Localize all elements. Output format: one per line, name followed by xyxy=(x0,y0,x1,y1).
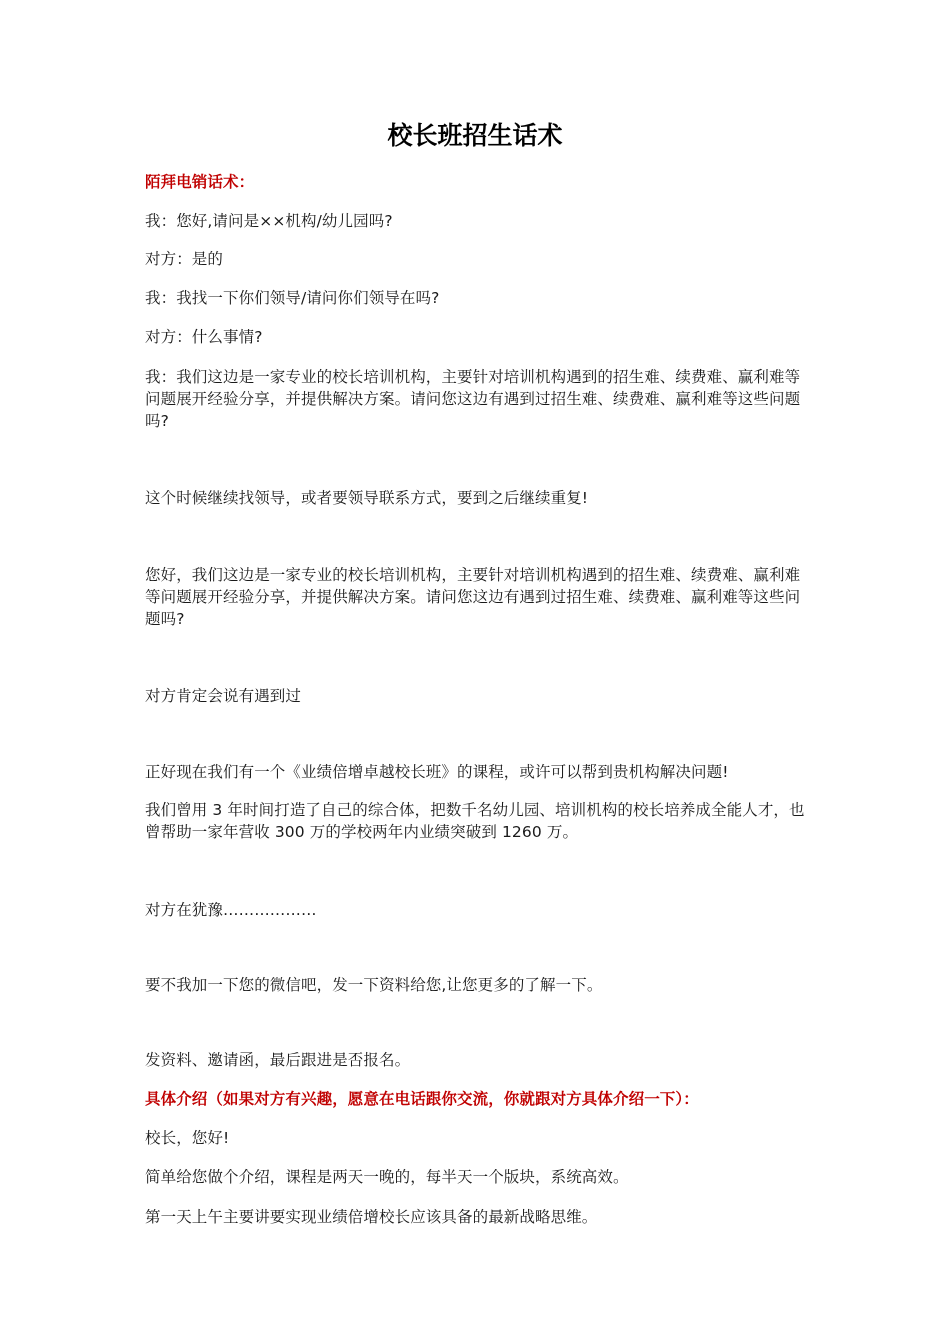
dialogue-line: 对方：什么事情? xyxy=(145,328,263,346)
dialogue-line: 简单给您做个介绍，课程是两天一晚的，每半天一个版块，系统高效。 xyxy=(145,1168,629,1186)
dialogue-line: 正好现在我们有一个《业绩倍增卓越校长班》的课程，或许可以帮到贵机构解决问题! xyxy=(145,763,729,781)
dialogue-line: 要不我加一下您的微信吧，发一下资料给您,让您更多的了解一下。 xyxy=(145,976,603,994)
section-heading-detailed-intro: 具体介绍（如果对方有兴趣，愿意在电话跟你交流，你就跟对方具体介绍一下）： xyxy=(145,1090,699,1108)
dialogue-line: 第一天上午主要讲要实现业绩倍增校长应该具备的最新战略思维。 xyxy=(145,1208,598,1226)
dialogue-line: 我：您好,请问是××机构/幼儿园吗? xyxy=(145,212,393,230)
instruction-line: 发资料、邀请函，最后跟进是否报名。 xyxy=(145,1051,411,1069)
dialogue-line: 我：我找一下你们领导/请问你们领导在吗? xyxy=(145,289,440,307)
dialogue-line: 校长，您好! xyxy=(145,1129,230,1147)
document-title: 校长班招生话术 xyxy=(387,121,563,150)
section-heading-cold-call: 陌拜电销话术： xyxy=(145,173,255,191)
instruction-line: 这个时候继续找领导，或者要领导联系方式，要到之后继续重复! xyxy=(145,489,589,507)
instruction-line: 对方在犹豫……………… xyxy=(145,901,317,919)
dialogue-paragraph: 我们曾用 3 年时间打造了自己的综合体，把数千名幼儿园、培训机构的校长培养成全能人才，也曾帮助一家年营收 300 万的学校两年内业绩突破到 1260 万。 xyxy=(145,801,805,841)
dialogue-paragraph: 您好，我们这边是一家专业的校长培训机构，主要针对培训机构遇到的招生难、续费难、赢利难等问题展开经验分享，并提供解决方案。请问您这边有遇到过招生难、续费难、赢利难等这些问题吗? xyxy=(145,566,801,628)
instruction-line: 对方肯定会说有遇到过 xyxy=(145,687,302,705)
dialogue-line: 对方：是的 xyxy=(145,250,224,268)
dialogue-paragraph: 我：我们这边是一家专业的校长培训机构，主要针对培训机构遇到的招生难、续费难、赢利难等问题展开经验分享，并提供解决方案。请问您这边有遇到过招生难、续费难、赢利难等这些问题吗? xyxy=(145,368,801,430)
